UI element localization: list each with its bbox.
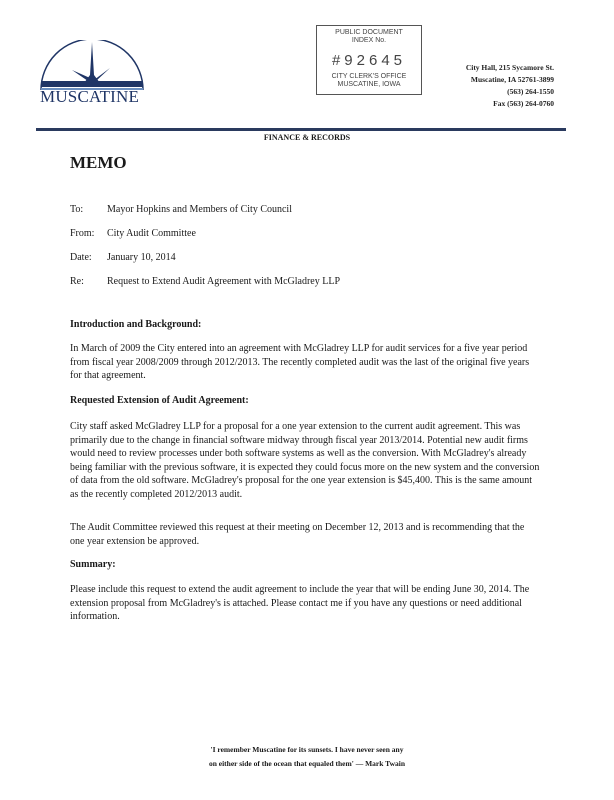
field-label: From: [70, 228, 95, 239]
footer-quote [0, 743, 614, 771]
paragraph: In March of 2009 the City entered into an agreement with McGladrey LLP for audit services for a five year period from fiscal year 2008/2009 through 2012/2013. The recently completed audit was the last of the original five years for that agreement. [70, 343, 530, 382]
from-row [70, 228, 196, 239]
section-heading: Requested Extension of Audit Agreement: [70, 395, 249, 406]
address-line: Fax (563) 264-0760 [493, 99, 554, 108]
field-value: Request to Extend Audit Agreement with McGladrey LLP [107, 276, 341, 287]
field-value: Mayor Hopkins and Members of City Council [107, 204, 292, 215]
stamp-location: MUSCATINE, IOWA [337, 81, 401, 88]
address-line: City Hall, 215 Sycamore St. [465, 63, 554, 72]
paragraph: Please include this request to extend the audit agreement to include the year that will be ending June 30, 2014. The extension proposal from McGladrey's is attached. Please contact me if you have any questions or need additional information. [70, 584, 530, 623]
paragraph: City staff asked McGladrey LLP for a proposal for a one year extension to the current audit agreement. This was primarily due to the change in financial software midway through fiscal year 2013/2014. Potential new audit firms would need to review processes under both software systems as well as the conversion. With McGladrey's already being familiar with the previous software, it is expected they could focus more on the new system and the conversion of data from the old software. McGladrey's proposal for the one year extension is $45,400. This is the same amount as the recently completed 2012/2013 audit. [70, 421, 540, 500]
section-heading: Summary: [70, 559, 116, 570]
stamp-office: CITY CLERK'S OFFICE [331, 73, 407, 80]
section-heading: Introduction and Background: [70, 319, 202, 330]
field-label: Date: [70, 252, 92, 263]
field-value: January 10, 2014 [107, 252, 176, 263]
memo-title: MEMO [70, 153, 127, 172]
quote-line: 'I remember Muscatine for its sunsets. I have never seen any [210, 745, 404, 754]
stamp-subtitle: INDEX No. [351, 37, 387, 44]
field-label: To: [70, 204, 84, 215]
logo-text: MUSCATINE [40, 87, 140, 106]
date-row [70, 252, 176, 263]
paragraph: The Audit Committee reviewed this request at their meeting on December 12, 2013 and is recommending that the one year extension be approved. [70, 522, 525, 547]
address-block [466, 62, 554, 110]
quote-line: on either side of the ocean that equaled them' — Mark Twain [208, 759, 406, 768]
to-row [70, 204, 292, 215]
muscatine-logo-icon [38, 40, 146, 92]
header-divider [36, 128, 566, 131]
address-line: (563) 264-1550 [507, 87, 554, 96]
field-label: Re: [70, 276, 84, 287]
department-name: FINANCE & RECORDS [263, 133, 351, 142]
stamp-title: PUBLIC DOCUMENT [335, 29, 403, 36]
stamp-number: #92645 [331, 52, 407, 69]
public-document-stamp [316, 25, 422, 95]
field-value: City Audit Committee [107, 228, 196, 239]
address-line: Muscatine, IA 52761-3899 [470, 75, 554, 84]
re-row [70, 276, 340, 287]
